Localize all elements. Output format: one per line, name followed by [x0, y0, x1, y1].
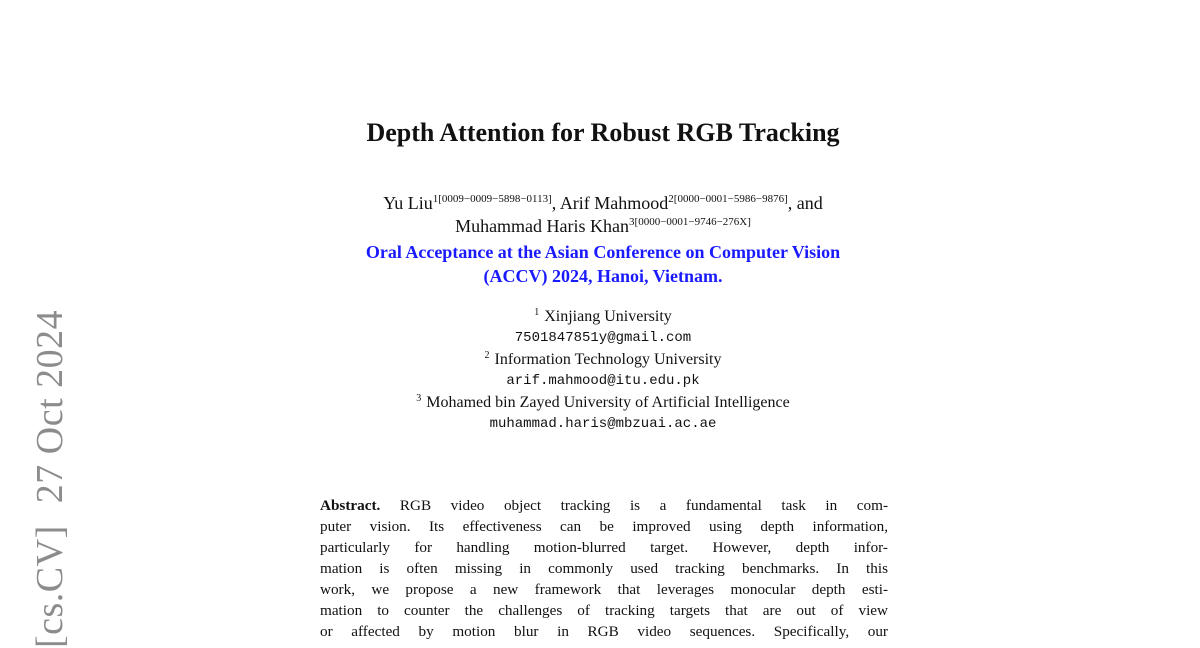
author-name: Arif Mahmood — [559, 193, 669, 213]
paper-title: Depth Attention for Robust RGB Tracking — [366, 118, 840, 147]
abstract-line: puter vision. Its effectiveness can be improved using depth information, — [320, 518, 888, 535]
affiliation-number: 2 — [484, 350, 490, 361]
affiliation-name: Xinjiang University — [544, 308, 672, 325]
affiliation-name: Information Technology University — [494, 351, 722, 368]
author-orcid: 2[0000−0001−5986−9876] — [668, 193, 788, 205]
abstract-label: Abstract. — [320, 497, 381, 514]
author-separator: , — [551, 193, 560, 213]
author-orcid: 3[0000−0001−9746−276X] — [629, 216, 751, 228]
author-list — [0, 192, 1200, 238]
arxiv-date: 27 Oct 2024 — [29, 309, 71, 504]
author-separator: , and — [787, 193, 823, 213]
abstract-line: or affected by motion blur in RGB video sequences. Specifically, our — [320, 623, 888, 640]
affiliation-email: muhammad.haris@mbzuai.ac.ae — [489, 415, 717, 432]
acceptance-note-line[interactable]: (ACCV) 2024, Hanoi, Vietnam. — [483, 266, 723, 286]
abstract-line: particularly for handling motion-blurred target. However, depth infor- — [320, 539, 888, 556]
author-name: Muhammad Haris Khan — [455, 216, 630, 236]
abstract-line: Abstract. RGB video object tracking is a fundamental task in com- — [320, 497, 888, 514]
acceptance-note[interactable] — [0, 240, 1200, 288]
affiliation-name: Mohamed bin Zayed University of Artificial Intelligence — [426, 394, 790, 411]
arxiv-category: [cs.CV] — [29, 525, 71, 648]
abstract-line: mation to counter the challenges of tracking targets that are out of view — [320, 602, 888, 619]
acceptance-note-line[interactable]: Oral Acceptance at the Asian Conference on Computer Vision — [365, 242, 841, 262]
abstract — [320, 495, 888, 642]
affiliation — [0, 349, 1200, 371]
affiliation — [0, 306, 1200, 328]
abstract-line: work, we propose a new framework that leverages monocular depth esti- — [320, 581, 888, 598]
affiliation — [0, 392, 1200, 414]
abstract-line: mation is often missing in commonly used tracking benchmarks. In this — [320, 560, 888, 577]
affiliation-list — [0, 306, 1200, 435]
author-orcid: 1[0009−0009−5898−0113] — [432, 193, 552, 205]
author-name: Yu Liu — [383, 193, 433, 213]
affiliation-email: 7501847851y@gmail.com — [514, 329, 692, 346]
affiliation-email: arif.mahmood@itu.edu.pk — [506, 372, 700, 389]
affiliation-number: 1 — [534, 307, 540, 318]
affiliation-number: 3 — [416, 393, 422, 404]
